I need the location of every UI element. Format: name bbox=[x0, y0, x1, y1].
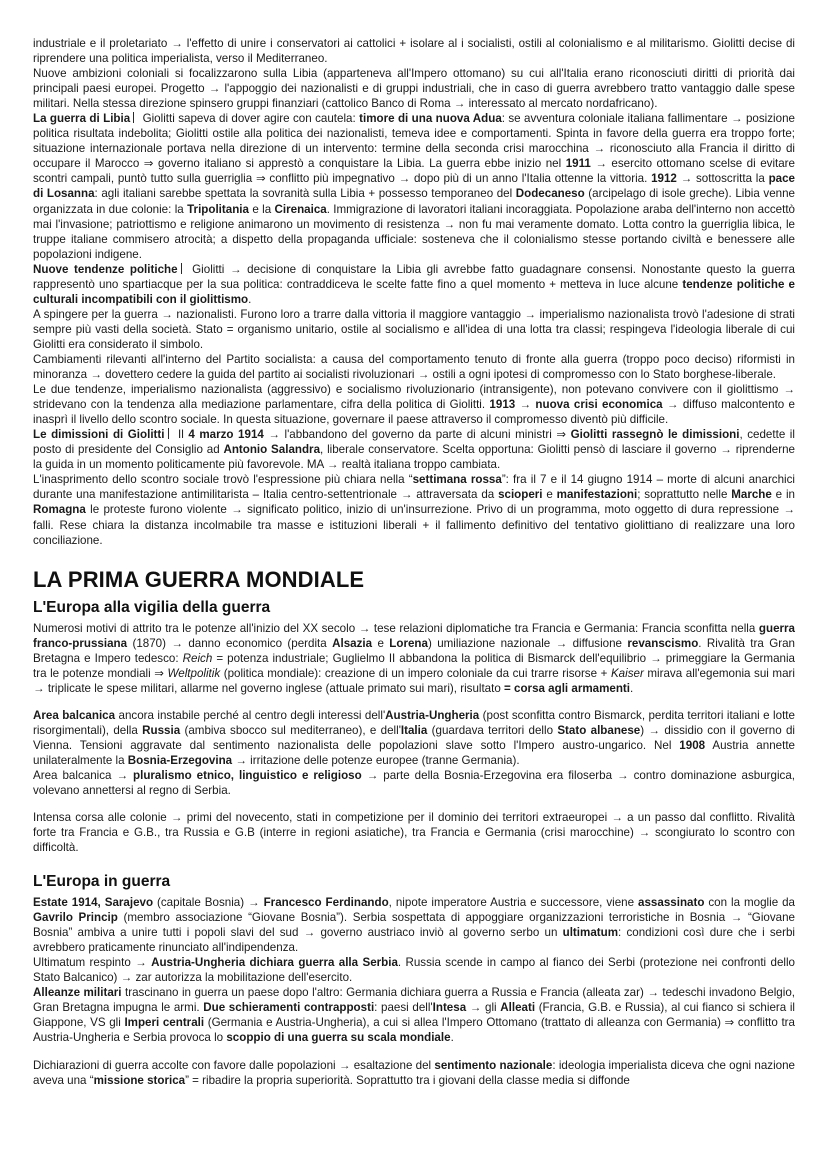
emphasis-settimana-rossa: settimana rossa bbox=[412, 473, 502, 487]
emphasis-gavrilo-princip: Gavrilo Princip bbox=[33, 911, 118, 925]
emphasis-cirenaica: Cirenaica bbox=[274, 202, 327, 216]
paragraph-text: ”: fra il 7 e il 14 giugno 1914 – morte di alcuni anarchici durante una manifestazione antimilitarista – Italia centro-settentrionale → attraversata da bbox=[33, 473, 796, 502]
paragraph-text: . Immigrazione di lavoratori italiani incoraggiata. Popolazione araba dell'interno non accettò mai l'invasione; patriottismo e religione animarono un movimento di resistenza → non fu mai veramente domato. Lotta contro la guerriglia libica, le truppe italiane commisero atrocità; a dispetto della propaganda ufficiale: sosteneva che il colonialismo stesse portando civiltà e benessere alle popolazioni indigene. bbox=[33, 202, 795, 261]
emphasis-francesco-ferdinando: Francesco Ferdinando bbox=[263, 896, 389, 910]
emphasis-tripolitania: Tripolitania bbox=[187, 202, 249, 216]
paragraph-text: Giolitti sapeva di dover agire con cautela: bbox=[139, 112, 360, 126]
paragraph-text: , cedette il posto di presidente del Consiglio ad bbox=[33, 428, 795, 457]
paragraph-text: → sottoscritta la bbox=[676, 172, 769, 186]
paragraph-text: : condizioni così dure che i serbi avrebbero praticamente rinunciato all'indipendenza. bbox=[33, 926, 795, 955]
emphasis-pace-losanna: pace di Losanna bbox=[33, 172, 795, 201]
paragraph-text: e in bbox=[771, 488, 796, 502]
paragraph-dimissioni-giolitti bbox=[33, 427, 795, 472]
paragraph-partito-socialista bbox=[33, 352, 795, 382]
emphasis-estate-1914-sarajevo: Estate 1914, Sarajevo bbox=[33, 896, 154, 910]
paragraph-text: . bbox=[630, 681, 634, 695]
paragraph-sarajevo bbox=[33, 895, 795, 955]
paragraph-area-balcanica bbox=[33, 708, 795, 768]
inline-heading-guerra-di-libia: La guerra di Libia bbox=[33, 112, 131, 126]
paragraph-text: trascinano in guerra un paese dopo l'altro: Germania dichiara guerra a Russia e Francia (alleata zar) → tedeschi invadono Belgio, Gran Bretagna impugna le armi. bbox=[33, 986, 796, 1015]
emphasis-timore-adua: timore di una nuova Adua bbox=[359, 112, 502, 126]
emphasis-corsa-armamenti: = corsa agli armamenti bbox=[504, 681, 631, 695]
emphasis-alsazia: Alsazia bbox=[332, 636, 373, 650]
paragraph-text: ; soprattutto nelle bbox=[637, 488, 732, 502]
emphasis-dodecaneso: Dodecaneso bbox=[515, 187, 585, 201]
paragraph-text: Il bbox=[173, 428, 189, 442]
emphasis-assassinato: assassinato bbox=[638, 896, 705, 910]
paragraph-text: e bbox=[542, 488, 557, 502]
document-body bbox=[33, 36, 795, 1088]
italic-weltpolitik: Weltpolitik bbox=[167, 666, 221, 680]
emphasis-missione-storica: missione storica bbox=[93, 1073, 186, 1087]
paragraph-text: e bbox=[372, 636, 390, 650]
emphasis-1908: 1908 bbox=[679, 738, 706, 752]
emphasis-lorena: Lorena bbox=[389, 636, 428, 650]
paragraph-settimana-rossa bbox=[33, 472, 795, 547]
paragraph-text: Dichiarazioni di guerra accolte con favore dalle popolazioni → esaltazione del bbox=[33, 1058, 435, 1072]
paragraph-text: : paesi dell' bbox=[374, 1001, 433, 1015]
emphasis-dichiara-guerra-serbia: Austria-Ungheria dichiara guerra alla Serbia bbox=[151, 956, 398, 970]
section-heading-europa-in-guerra: L'Europa in guerra bbox=[33, 873, 171, 891]
paragraph-text: ancora instabile perché al centro degli interessi dell' bbox=[115, 708, 386, 722]
emphasis-due-schieramenti: Due schieramenti contrapposti bbox=[203, 1001, 375, 1015]
paragraph-text: e la bbox=[248, 202, 275, 216]
emphasis-bosnia-erzegovina: Bosnia-Erzegovina bbox=[127, 753, 233, 767]
emphasis-4-marzo-1914: 4 marzo 1914 bbox=[188, 428, 264, 442]
paragraph-text: → parte della Bosnia-Erzegovina era filoserba → contro dominazione asburgica, volevano annettersi al regno di Serbia. bbox=[33, 769, 796, 798]
paragraph-text: → diffuso malcontento e inasprì il livello dello scontro sociale. In questa situazione, governare il paese attraverso il compromesso diventò più difficile. bbox=[33, 398, 795, 427]
paragraph-text: : agli italiani sarebbe spettata la sovranità sulla Libia + possesso temporaneo del bbox=[94, 187, 516, 201]
emphasis-imperi-centrali: Imperi centrali bbox=[124, 1016, 205, 1030]
paragraph-text: (ambiva sbocco sul mediterraneo), e dell' bbox=[180, 723, 401, 737]
heading-separator-bar bbox=[168, 428, 169, 439]
paragraph-nazionalisti bbox=[33, 307, 795, 352]
paragraph-ambizioni-coloniali bbox=[33, 66, 795, 111]
paragraph-nuove-tendenze-politiche bbox=[33, 262, 795, 307]
emphasis-rassegno-dimissioni: Giolitti rassegnò le dimissioni bbox=[570, 428, 740, 442]
emphasis-scioperi: scioperi bbox=[498, 488, 543, 502]
emphasis-romagna: Romagna bbox=[33, 503, 86, 517]
paragraph-guerra-di-libia bbox=[33, 111, 795, 261]
paragraph-text: (politica mondiale): creazione di un impero coloniale da cui trarre risorse + bbox=[220, 666, 611, 680]
inline-heading-nuove-tendenze: Nuove tendenze politiche bbox=[33, 262, 178, 276]
paragraph-text: → gli bbox=[466, 1001, 501, 1015]
emphasis-1911: 1911 bbox=[565, 157, 591, 171]
paragraph-due-tendenze bbox=[33, 382, 795, 427]
paragraph-alleanze-militari bbox=[33, 985, 795, 1045]
paragraph-text: A spingere per la guerra → nazionalisti. Furono loro a trarre dalla vittoria il maggiore vantaggio → imperialismo nazionalista trovò l'adesione di strati sempre più vasti della società. Stato = organismo unitario, ostile al socialismo e all'idea di una lotta tra classi; respingeva l'ideologia liberale di cui Giolitti era considerato il simbolo. bbox=[33, 307, 795, 351]
paragraph-text: (Francia, G.B. e Russia), al cui fianco si schiera il Giappone, VS gli bbox=[33, 1001, 795, 1030]
paragraph-industriale bbox=[33, 36, 795, 66]
paragraph-text: , liberale conservatore. Scelta opportuna: Giolitti pensò di lasciare il governo → riprenderne la guida in un momento politicamente più favorevole. MA → realtà italiana troppo cambiata. bbox=[33, 443, 795, 472]
paragraph-ultimatum-respinto bbox=[33, 955, 795, 985]
paragraph-text: → irritazione delle potenze europee (tranne Germania). bbox=[232, 753, 520, 767]
paragraph-text: Intensa corsa alle colonie → primi del novecento, stati in competizione per il dominio dei territori extraeuropei → a un passo dal conflitto. Rivalità forte tra Francia e G.B., tra Russia e G.B (interre in regioni asiatiche), tra Francia e Germania (crisi marocchine) → scongiurato lo scontro con difficoltà. bbox=[33, 811, 795, 855]
paragraph-corsa-colonie bbox=[33, 810, 795, 855]
paragraph-text: Area balcanica → bbox=[33, 769, 134, 783]
paragraph-text: , nipote imperatore Austria e successore, viene bbox=[388, 896, 639, 910]
paragraph-text: industriale e il proletariato → l'effetto di unire i conservatori ai cattolici + isolare al i socialisti, ostili al colonialismo e al militarismo. Giolitti decise di riprendere una politica imperialista, verso il Mediterraneo. bbox=[33, 37, 795, 66]
paragraph-text: = potenza industriale; Guglielmo II abbandona la politica di Bismarck dell'equilibrio → primeggiare la Germania tra le potenze mondiali ⇒ bbox=[33, 651, 795, 680]
paragraph-text: (capitale Bosnia) → bbox=[153, 896, 264, 910]
emphasis-marche: Marche bbox=[731, 488, 772, 502]
paragraph-text: ) umiliazione nazionale → diffusione bbox=[427, 636, 628, 650]
paragraph-text: → l'abbandono del governo da parte di alcuni ministri ⇒ bbox=[263, 428, 571, 442]
paragraph-text: con la moglie da bbox=[704, 896, 795, 910]
emphasis-alleanze-militari: Alleanze militari bbox=[33, 986, 122, 1000]
paragraph-text: (guardava territori dello bbox=[427, 723, 558, 737]
paragraph-text: (Germania e Austria-Ungheria), a cui si allea l'Impero Ottomano (trattato di alleanza con Germania) ⇒ conflitto tra Austria-Ungheria e Serbia provoca lo bbox=[33, 1016, 795, 1045]
paragraph-text: Nuove ambizioni coloniali si focalizzarono sulla Libia (apparteneva all'Impero ottomano) su cui all'Italia erano riconosciuti diritti di priorità dai principali paesi europei. Progetto → l'appoggio dei nazionalisti e di gruppi industriali, che in caso di guerra avrebbero tratto vantaggio dalle spese militari. Nella stessa direzione spinsero gruppi finanziari (cattolico Banco di Roma → interessato al mercato nordafricano). bbox=[33, 67, 795, 111]
inline-heading-dimissioni: Le dimissioni di Giolitti bbox=[33, 428, 165, 442]
emphasis-tendenze-incompatibili: tendenze politiche e culturali incompatibili con il giolittismo bbox=[33, 277, 795, 306]
paragraph-text: → esercito ottomano scelse di evitare scontri campali, puntò tutto sulla guerriglia ⇒ conflitto più impegnativo → dopo più di un anno l'Italia ottenne la vittoria. bbox=[33, 157, 795, 186]
emphasis-russia: Russia bbox=[142, 723, 181, 737]
paragraph-text: . Russia scende in campo al fianco dei Serbi (protezione nei confronti dello Stato Balcanico) → zar autorizza la mobilitazione dell'esercito. bbox=[33, 956, 795, 985]
paragraph-text: (post sconfitta contro Bismarck, perdita territori italiani e lotte risorgimentali), della bbox=[33, 708, 795, 737]
paragraph-text: . bbox=[450, 1031, 454, 1045]
paragraph-text: le proteste furono violente → significato politico, inizio di un'insurrezione. Privo di un programma, moto oggetto di dura repressione → falli. Rese chiara la distanza incolmabile tra masse e istituzioni liberali + il fallimento definitivo del tentativo giolittiano di realizzare una loro conciliazione. bbox=[33, 503, 795, 547]
paragraph-text: . Rivalità tra Gran Bretagna e Impero tedesco: bbox=[33, 636, 795, 665]
emphasis-scoppio-guerra-mondiale: scoppio di una guerra su scala mondiale bbox=[226, 1031, 451, 1045]
paragraph-text: ) → dissidio con il governo di Vienna. Tensioni aggravate dal sentimento nazionalista delle popolazioni slave sotto l'Impero austro-ungarico. Nel bbox=[33, 723, 795, 752]
heading-separator-bar bbox=[133, 112, 134, 123]
paragraph-pluralismo bbox=[33, 768, 795, 798]
paragraph-text: Austria annette unilateralmente la bbox=[33, 738, 795, 767]
paragraph-text: : se avventura coloniale italiana fallimentare → posizione politica risultata indebolita; Giolitti ostile alla politica dei nazionalisti, temeva idee e comportamenti. Spinta in favore della guerra era troppo forte; situazione internazionale portava nella direzione di un intervento: termine della seconda crisi marocchina → riconosciuto alla Francia il diritto di occupare il Marocco ⇒ governo italiano si apprestò a conquistare la Libia. La guerra ebbe inizio nel bbox=[33, 112, 795, 171]
emphasis-alleati: Alleati bbox=[500, 1001, 536, 1015]
paragraph-text: Numerosi motivi di attrito tra le potenze all'inizio del XX secolo → tese relazioni diplomatiche tra Francia e Germania: Francia sconfitta nella bbox=[33, 621, 759, 635]
emphasis-1912: 1912 bbox=[651, 172, 677, 186]
paragraph-text: ” = ribadire la propria superiorità. Soprattutto tra i giovani della classe media si diffonde bbox=[185, 1073, 630, 1087]
emphasis-pluralismo: pluralismo etnico, linguistico e religioso bbox=[133, 769, 362, 783]
emphasis-guerra-franco-prussiana: guerra franco-prussiana bbox=[33, 621, 795, 650]
paragraph-dichiarazioni-guerra bbox=[33, 1058, 795, 1088]
paragraph-text: L'inasprimento dello scontro sociale trovò l'espressione più chiara nella “ bbox=[33, 473, 413, 487]
section-heading-europa-vigilia: L'Europa alla vigilia della guerra bbox=[33, 598, 271, 616]
emphasis-area-balcanica: Area balcanica bbox=[33, 708, 116, 722]
emphasis-revanscismo: revanscismo bbox=[627, 636, 699, 650]
emphasis-italia: Italia bbox=[400, 723, 428, 737]
paragraph-motivi-attrito bbox=[33, 621, 795, 696]
paragraph-text: Cambiamenti rilevanti all'interno del Partito socialista: a causa del comportamento tenuto di fronte alla guerra (troppo poco deciso) riformisti in minoranza → dovettero cedere la guida del partito ai socialisti rivoluzionari → ostili a ogni ipotesi di compromesso con lo Stato borghese-liberale. bbox=[33, 352, 795, 382]
emphasis-1913-crisi: 1913 → nuova crisi economica bbox=[489, 398, 663, 412]
paragraph-text: Giolitti → decisione di conquistare la Libia gli avrebbe fatto guadagnare consensi. Nonostante questo la guerra rappresentò uno spartiacque per la sua politica: contraddiceva le scelte fatte fino a quel momento + metteva in luce alcune bbox=[33, 262, 795, 291]
paragraph-text: (1870) → danno economico (perdita bbox=[127, 636, 333, 650]
paragraph-text: (arcipelago di isole greche). Libia venne organizzata in due colonie: la bbox=[33, 187, 795, 216]
emphasis-intesa: Intesa bbox=[432, 1001, 467, 1015]
paragraph-text: : ideologia imperialista diceva che ogni nazione aveva una “ bbox=[33, 1058, 795, 1087]
emphasis-antonio-salandra: Antonio Salandra bbox=[223, 443, 321, 457]
paragraph-text: . bbox=[248, 292, 252, 306]
paragraph-text: Ultimatum respinto → bbox=[33, 956, 152, 970]
italic-reich: Reich bbox=[182, 651, 213, 665]
emphasis-stato-albanese: Stato albanese bbox=[557, 723, 641, 737]
emphasis-austria-ungheria: Austria-Ungheria bbox=[385, 708, 480, 722]
paragraph-text: (membro associazione “Giovane Bosnia”). Serbia sospettata di appoggiare organizzazioni terroristiche in Bosnia → “Giovane Bosnia” ambiva a unire tutti i popoli slavi del sud → governo austriaco inviò al governo serbo un bbox=[33, 911, 795, 940]
emphasis-ultimatum: ultimatum bbox=[562, 926, 619, 940]
italic-kaiser: Kaiser bbox=[610, 666, 644, 680]
heading-separator-bar bbox=[181, 263, 182, 274]
chapter-title: LA PRIMA GUERRA MONDIALE bbox=[33, 566, 365, 592]
emphasis-sentimento-nazionale: sentimento nazionale bbox=[434, 1058, 553, 1072]
emphasis-manifestazioni: manifestazioni bbox=[556, 488, 638, 502]
paragraph-text: Le due tendenze, imperialismo nazionalista (aggressivo) e socialismo rivoluzionario (intransigente), non potevano convivere con il giolittismo → stridevano con la tendenza alla mediazione parlamentare, cifra della politica di Giolitti. bbox=[33, 383, 795, 412]
paragraph-text: mirava all'egemonia sui mari → triplicate le spese militari, allarme nel governo inglese (attuale primato sui mari), risultato bbox=[33, 666, 795, 695]
